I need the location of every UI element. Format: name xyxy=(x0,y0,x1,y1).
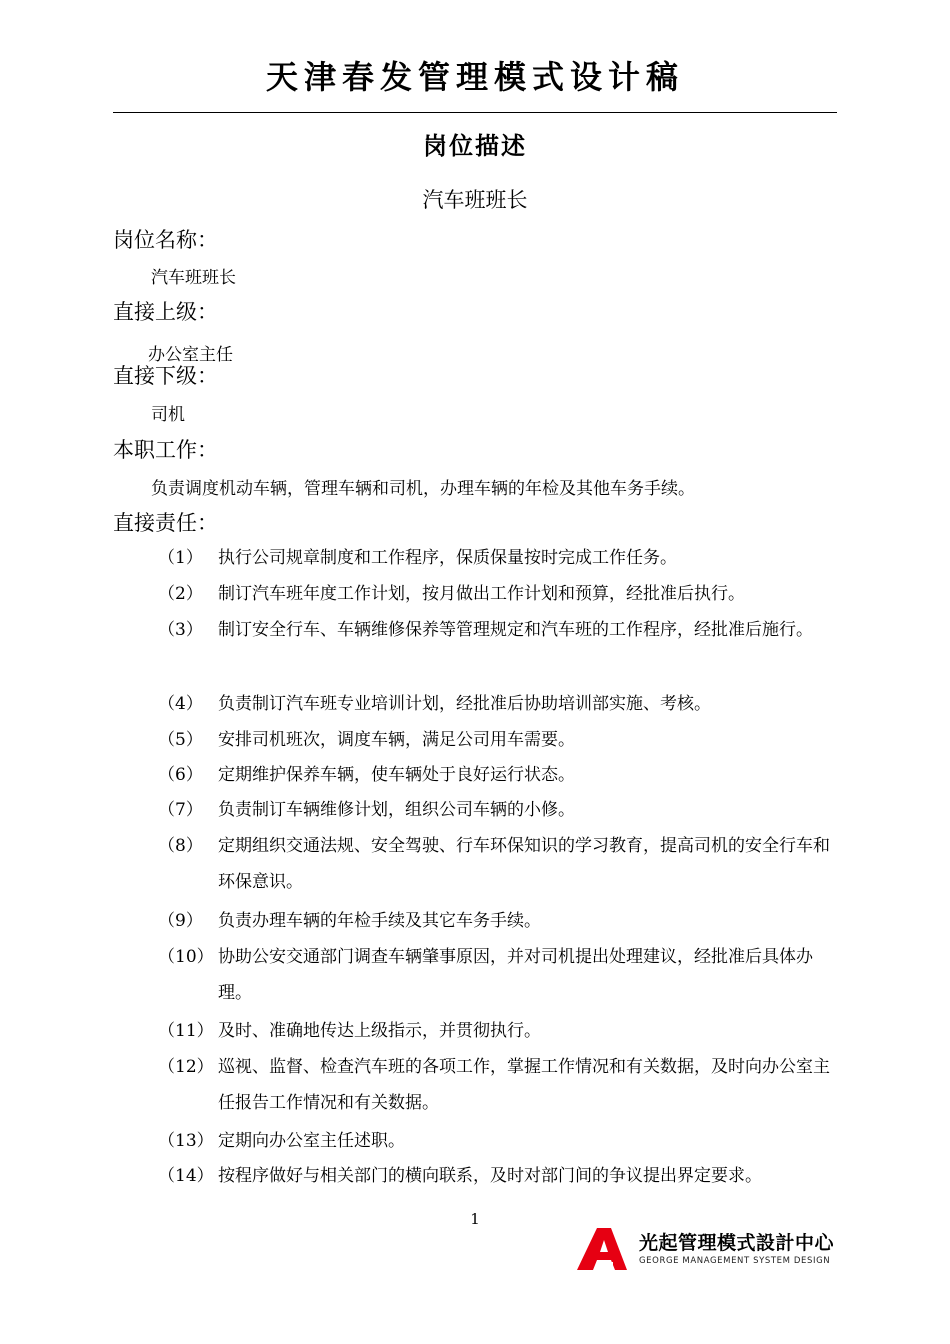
position-name-text: 汽车班班长 xyxy=(151,268,236,288)
position-heading: 汽车班班长 xyxy=(422,188,528,212)
duty-text: 巡视、监督、检查汽车班的各项工作，掌握工作情况和有关数据，及时向办公室主任报告工作情况和有关数据。 xyxy=(218,1057,830,1113)
duty-item-11 xyxy=(158,1013,848,1049)
section-heading-superior: 直接上级： xyxy=(113,300,218,324)
duty-text: 定期组织交通法规、安全驾驶、行车环保知识的学习教育，提高司机的安全行车和环保意识。 xyxy=(218,836,830,892)
duty-number: （8） xyxy=(158,836,203,856)
duty-number: （3） xyxy=(158,620,203,640)
duty-text: 负责办理车辆的年检手续及其它车务手续。 xyxy=(218,911,541,931)
duty-number: （9） xyxy=(158,911,203,931)
document-title: 岗位描述 xyxy=(423,132,527,160)
duty-item-13 xyxy=(158,1123,848,1159)
duty-text: 安排司机班次，调度车辆，满足公司用车需要。 xyxy=(218,730,575,750)
logo-a-icon xyxy=(575,1226,631,1270)
duty-number: （10） xyxy=(158,947,214,967)
duty-number: （2） xyxy=(158,584,203,604)
logo-english-name: GEORGE MANAGEMENT SYSTEM DESIGN xyxy=(639,1256,831,1266)
duty-text: 按程序做好与相关部门的横向联系，及时对部门间的争议提出界定要求。 xyxy=(218,1166,762,1186)
duty-number: （1） xyxy=(158,548,203,568)
subordinate-text: 司机 xyxy=(151,405,185,425)
section-heading-job: 本职工作： xyxy=(113,438,218,462)
duty-text: 及时、准确地传达上级指示，并贯彻执行。 xyxy=(218,1021,541,1041)
duty-number: （13） xyxy=(158,1131,214,1151)
duty-number: （6） xyxy=(158,765,203,785)
duty-number: （14） xyxy=(158,1166,214,1186)
section-heading-subordinate: 直接下级： xyxy=(113,364,218,388)
logo-chinese-name: 光起管理模式設計中心 xyxy=(639,1232,835,1254)
duty-number: （4） xyxy=(158,694,203,714)
duty-number: （7） xyxy=(158,800,203,820)
job-text: 负责调度机动车辆，管理车辆和司机，办理车辆的年检及其他车务手续。 xyxy=(151,479,695,499)
superior-text: 办公室主任 xyxy=(148,345,233,365)
duty-item-4 xyxy=(158,686,848,722)
duty-item-14 xyxy=(158,1158,848,1194)
duty-item-6 xyxy=(158,757,848,793)
duty-item-12 xyxy=(158,1049,848,1121)
duty-number: （5） xyxy=(158,730,203,750)
duty-text: 定期维护保养车辆，使车辆处于良好运行状态。 xyxy=(218,765,575,785)
duty-text: 制订汽车班年度工作计划，按月做出工作计划和预算，经批准后执行。 xyxy=(218,584,745,604)
duty-item-9 xyxy=(158,903,848,939)
duty-item-5 xyxy=(158,722,848,758)
duty-item-10 xyxy=(158,939,848,1011)
duty-item-8 xyxy=(158,828,848,900)
duty-number: （11） xyxy=(158,1021,214,1041)
header-title: 天津春发管理模式设计稿 xyxy=(265,58,684,96)
duty-number: （12） xyxy=(158,1057,214,1077)
page-number: 1 xyxy=(470,1210,480,1228)
section-heading-position-name: 岗位名称： xyxy=(113,228,218,252)
company-logo xyxy=(575,1226,845,1270)
duty-item-2 xyxy=(158,576,848,612)
duty-item-7 xyxy=(158,792,848,828)
duty-text: 协助公安交通部门调查车辆肇事原因，并对司机提出处理建议，经批准后具体办理。 xyxy=(218,947,813,1003)
section-heading-duties: 直接责任： xyxy=(113,511,218,535)
header-divider xyxy=(113,112,837,113)
duty-item-3 xyxy=(158,612,848,648)
duty-item-1 xyxy=(158,540,848,576)
duty-text: 负责制订汽车班专业培训计划，经批准后协助培训部实施、考核。 xyxy=(218,694,711,714)
duty-text: 制订安全行车、车辆维修保养等管理规定和汽车班的工作程序，经批准后施行。 xyxy=(218,620,813,640)
duty-text: 定期向办公室主任述职。 xyxy=(218,1131,405,1151)
duty-text: 执行公司规章制度和工作程序，保质保量按时完成工作任务。 xyxy=(218,548,677,568)
duty-text: 负责制订车辆维修计划，组织公司车辆的小修。 xyxy=(218,800,575,820)
